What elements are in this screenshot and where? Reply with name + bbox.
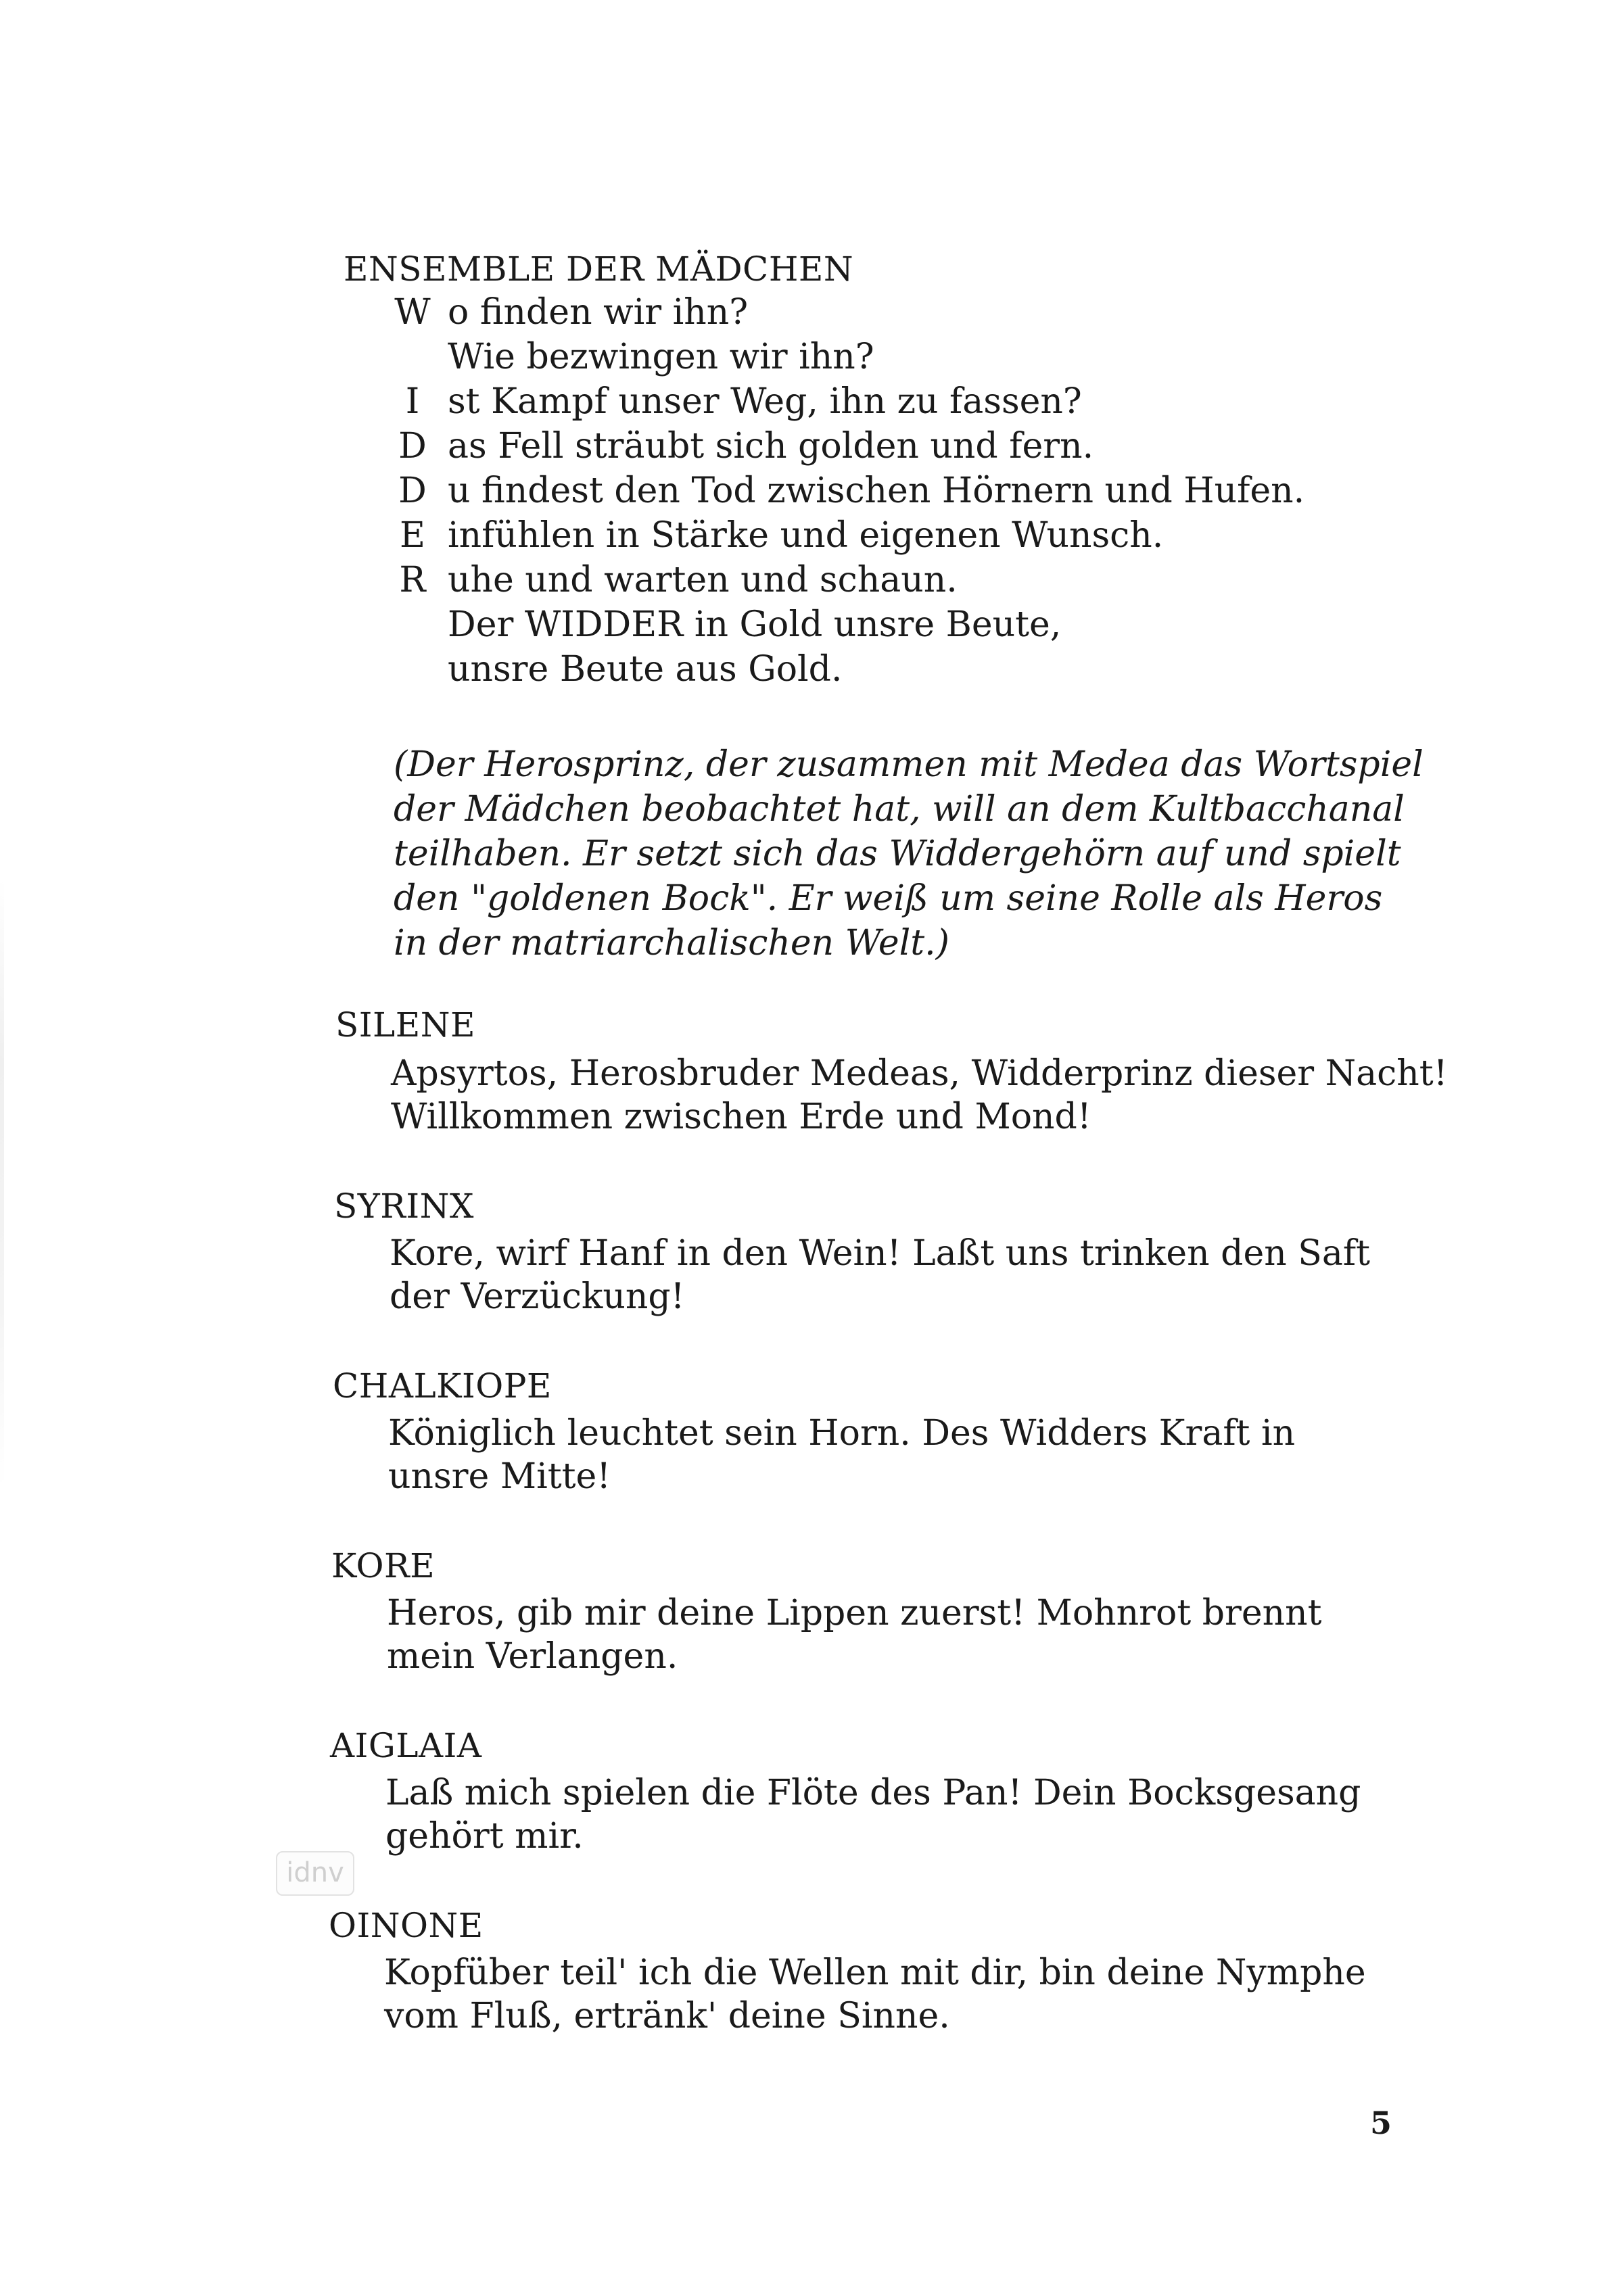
stage-direction-line: teilhaben. Er setzt sich das Widdergehörn auf und spielt [394, 834, 1401, 874]
acrostic-letter: D [398, 426, 427, 467]
verse-text: unsre Beute aus Gold. [448, 649, 843, 690]
verse-text: o finden wir ihn? [448, 292, 749, 333]
verse-text: uhe und warten und schaun. [448, 560, 958, 600]
stage-direction-line: in der matriarchalischen Welt.) [394, 923, 949, 963]
speaker-name: SILENE [335, 1005, 475, 1045]
dialogue-line: Willkommen zwischen Erde und Mond! [391, 1097, 1091, 1137]
stage-direction-line: den "goldenen Bock". Er weiß um seine Rolle als Heros [394, 878, 1383, 919]
dialogue-line: Heros, gib mir deine Lippen zuerst! Mohnrot brennt [387, 1593, 1322, 1633]
page-number: 5 [1369, 2105, 1392, 2141]
watermark-stamp: idnv [276, 1851, 354, 1896]
verse-text: Wie bezwingen wir ihn? [448, 337, 874, 377]
speaker-name: OINONE [329, 1906, 484, 1945]
acrostic-letter: I [405, 381, 420, 422]
verse-text: as Fell sträubt sich golden und fern. [448, 426, 1094, 467]
speaker-name: KORE [331, 1546, 436, 1585]
ensemble-block [344, 247, 853, 291]
acrostic-letter: W [394, 292, 431, 333]
dialogue-line: unsre Mitte! [388, 1456, 611, 1497]
stage-direction-line: (Der Herosprinz, der zusammen mit Medea das Wortspiel [394, 744, 1424, 785]
speaker-name: SYRINX [334, 1187, 475, 1226]
dialogue-line: Laß mich spielen die Flöte des Pan! Dein Bocksgesang [385, 1773, 1361, 1813]
dialogue-line: Apsyrtos, Herosbruder Medeas, Widderprinz dieser Nacht! [391, 1053, 1448, 1094]
dialogue-line: vom Fluß, ertränk' deine Sinne. [384, 1996, 950, 2036]
speaker-name: ENSEMBLE DER MÄDCHEN [344, 249, 854, 289]
dialogue-line: mein Verlangen. [387, 1636, 678, 1677]
dialogue-line: Kore, wirf Hanf in den Wein! Laßt uns trinken den Saft [390, 1233, 1371, 1274]
verse-text: Der WIDDER in Gold unsre Beute, [448, 604, 1062, 645]
verse-text: st Kampf unser Weg, ihn zu fassen? [448, 381, 1082, 422]
dialogue-line: der Verzückung! [390, 1276, 685, 1317]
speaker-name: AIGLAIA [330, 1726, 482, 1765]
page-edge-shadow [0, 879, 4, 1487]
acrostic-letter: D [398, 471, 427, 511]
dialogue-line: gehört mir. [385, 1816, 584, 1857]
stage-direction-line: der Mädchen beobachtet hat, will an dem Kultbacchanal [394, 789, 1405, 830]
verse-text: u findest den Tod zwischen Hörnern und Hufen. [448, 471, 1305, 511]
dialogue-line: Königlich leuchtet sein Horn. Des Widders Kraft in [388, 1413, 1296, 1454]
speaker-name: CHALKIOPE [333, 1366, 552, 1406]
acrostic-letter: R [399, 560, 426, 600]
verse-text: infühlen in Stärke und eigenen Wunsch. [448, 515, 1164, 556]
acrostic-letter: E [400, 515, 425, 556]
dialogue-line: Kopfüber teil' ich die Wellen mit dir, bin deine Nymphe [384, 1953, 1366, 1993]
